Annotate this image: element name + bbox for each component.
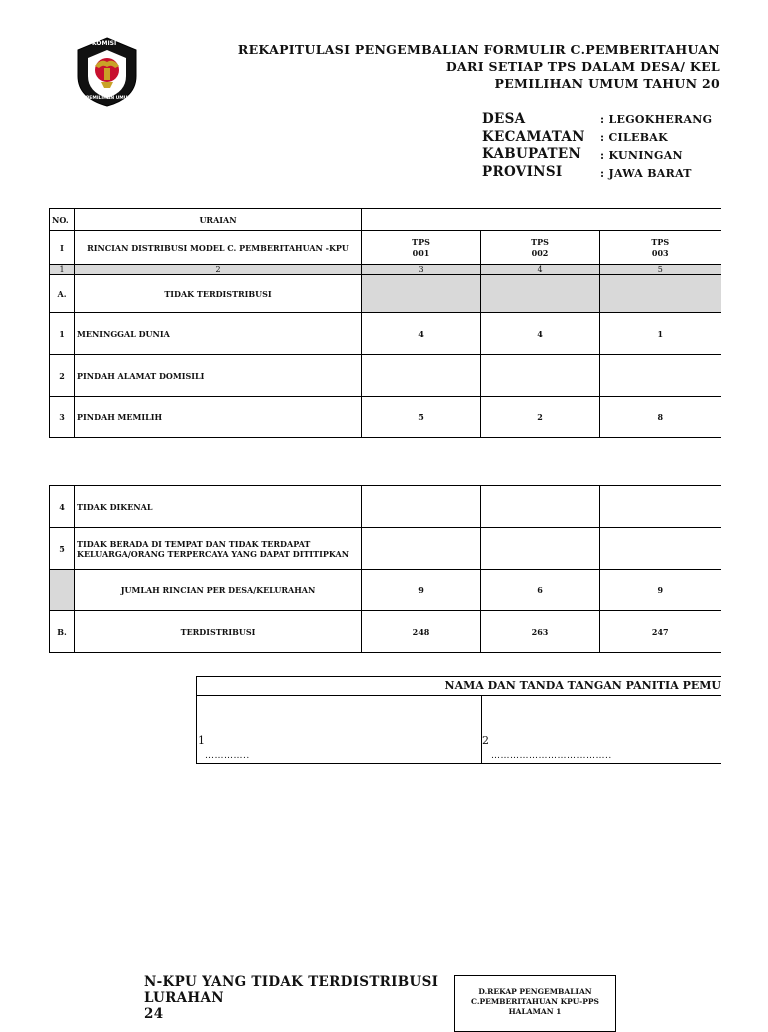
form-code-line-1: D.REKAP PENGEMBALIAN	[478, 987, 592, 996]
colnum-1: 1	[50, 265, 75, 275]
section-b-no: B.	[50, 611, 75, 653]
section-i-no: I	[50, 231, 75, 265]
section-a-cell	[481, 275, 600, 313]
jumlah-no-cell	[50, 570, 75, 611]
recap-table-top	[49, 208, 721, 438]
logo-text-top: KOMISI	[92, 40, 117, 47]
desa-label: DESA	[482, 111, 526, 127]
section-a-cell	[600, 275, 721, 313]
tps-number: 001	[412, 247, 430, 258]
table-row	[50, 528, 721, 570]
row-no: 4	[50, 486, 75, 528]
row-no: 1	[50, 313, 75, 355]
row-value-tps-003: 8	[600, 397, 721, 438]
column-number-row	[50, 265, 721, 275]
provinsi-value: : JAWA BARAT	[600, 167, 692, 180]
kecamatan-label: KECAMATAN	[482, 129, 585, 145]
col-no-header: NO.	[50, 209, 75, 231]
jumlah-label: JUMLAH RINCIAN PER DESA/KELURAHAN	[75, 570, 362, 611]
terdistribusi-row	[50, 611, 721, 653]
signature-slot-1-line: …………..	[205, 751, 250, 761]
section-b-label: TERDISTRIBUSI	[75, 611, 362, 653]
tps-label: TPS	[531, 236, 549, 247]
row-label: TIDAK BERADA DI TEMPAT DAN TIDAK TERDAPAT KELUARGA/ORANG TERPERCAYA YANG DAPAT DITITIPKAN	[75, 528, 362, 570]
footer-line-3: 24	[144, 1006, 164, 1022]
signature-slot-2-line: ………………………………..	[491, 751, 612, 761]
terdistribusi-tps-003: 247	[600, 611, 721, 653]
row-value-tps-002	[481, 528, 600, 570]
title-line-3: PEMILIHAN UMUM TAHUN 20	[494, 76, 720, 91]
row-value-tps-001: 4	[362, 313, 481, 355]
terdistribusi-tps-002: 263	[481, 611, 600, 653]
row-value-tps-001	[362, 355, 481, 397]
jumlah-tps-003: 9	[600, 570, 721, 611]
row-value-tps-001	[362, 486, 481, 528]
kabupaten-value: : KUNINGAN	[600, 149, 683, 162]
signature-heading: NAMA DAN TANDA TANGAN PANITIA PEMU	[197, 677, 721, 696]
colnum-2: 2	[75, 265, 362, 275]
signature-box	[196, 676, 721, 764]
row-value-tps-002: 4	[481, 313, 600, 355]
title-line-2: DARI SETIAP TPS DALAM DESA/ KEL	[445, 59, 720, 74]
row-value-tps-002	[481, 355, 600, 397]
tps-001-header	[362, 231, 481, 265]
signature-slot-1-number: 1	[198, 734, 205, 747]
row-value-tps-003	[600, 528, 721, 570]
section-a-no: A.	[50, 275, 75, 313]
row-label: PINDAH ALAMAT DOMISILI	[75, 355, 362, 397]
jumlah-tps-002: 6	[481, 570, 600, 611]
row-no: 5	[50, 528, 75, 570]
row-value-tps-003: 1	[600, 313, 721, 355]
colnum-5: 5	[600, 265, 721, 275]
row-label: TIDAK DIKENAL	[75, 486, 362, 528]
section-a-cell	[362, 275, 481, 313]
recap-table-bottom	[49, 485, 721, 653]
tps-number: 003	[651, 247, 669, 258]
section-i-label: RINCIAN DISTRIBUSI MODEL C. PEMBERITAHUAN -KPU	[75, 231, 362, 265]
row-value-tps-003	[600, 486, 721, 528]
footer-line-1: N-KPU YANG TIDAK TERDISTRIBUSI	[144, 974, 439, 990]
terdistribusi-tps-001: 248	[362, 611, 481, 653]
section-i-row	[50, 231, 721, 265]
table-row	[50, 355, 721, 397]
row-value-tps-002	[481, 486, 600, 528]
tps-label: TPS	[412, 236, 430, 247]
colnum-3: 3	[362, 265, 481, 275]
table-header-row	[50, 209, 721, 231]
form-code-line-2: C.PEMBERITAHUAN KPU-PPS	[471, 997, 599, 1006]
tps-label: TPS	[651, 236, 670, 247]
footer-line-2: LURAHAN	[144, 990, 224, 1006]
table-row	[50, 313, 721, 355]
provinsi-label: PROVINSI	[482, 164, 563, 180]
table-row	[50, 486, 721, 528]
section-a-row	[50, 275, 721, 313]
kecamatan-value: : CILEBAK	[600, 131, 669, 144]
signature-slot-2-number: 2	[482, 734, 489, 747]
title-line-1: REKAPITULASI PENGEMBALIAN FORMULIR C.PEMBERITAHUAN	[237, 42, 720, 57]
row-value-tps-001	[362, 528, 481, 570]
row-label: PINDAH MEMILIH	[75, 397, 362, 438]
desa-value: : LEGOKHERANG	[600, 113, 713, 126]
tps-group-header	[362, 209, 721, 231]
jumlah-row	[50, 570, 721, 611]
row-no: 3	[50, 397, 75, 438]
logo-text-bottom: PEMILIHAN UMUM	[86, 96, 132, 101]
row-value-tps-001: 5	[362, 397, 481, 438]
tps-003-header	[600, 231, 721, 265]
signature-divider	[481, 695, 482, 763]
section-a-label: TIDAK TERDISTRIBUSI	[75, 275, 362, 313]
jumlah-tps-001: 9	[362, 570, 481, 611]
table-row	[50, 397, 721, 438]
row-no: 2	[50, 355, 75, 397]
colnum-4: 4	[481, 265, 600, 275]
tps-number: 002	[531, 247, 549, 258]
form-code-line-3: HALAMAN 1	[508, 1007, 562, 1016]
tps-002-header	[481, 231, 600, 265]
row-value-tps-003	[600, 355, 721, 397]
form-code-box	[454, 975, 616, 1032]
row-label: MENINGGAL DUNIA	[75, 313, 362, 355]
col-uraian-header: URAIAN	[75, 209, 362, 231]
row-value-tps-002: 2	[481, 397, 600, 438]
kabupaten-label: KABUPATEN	[482, 146, 582, 162]
